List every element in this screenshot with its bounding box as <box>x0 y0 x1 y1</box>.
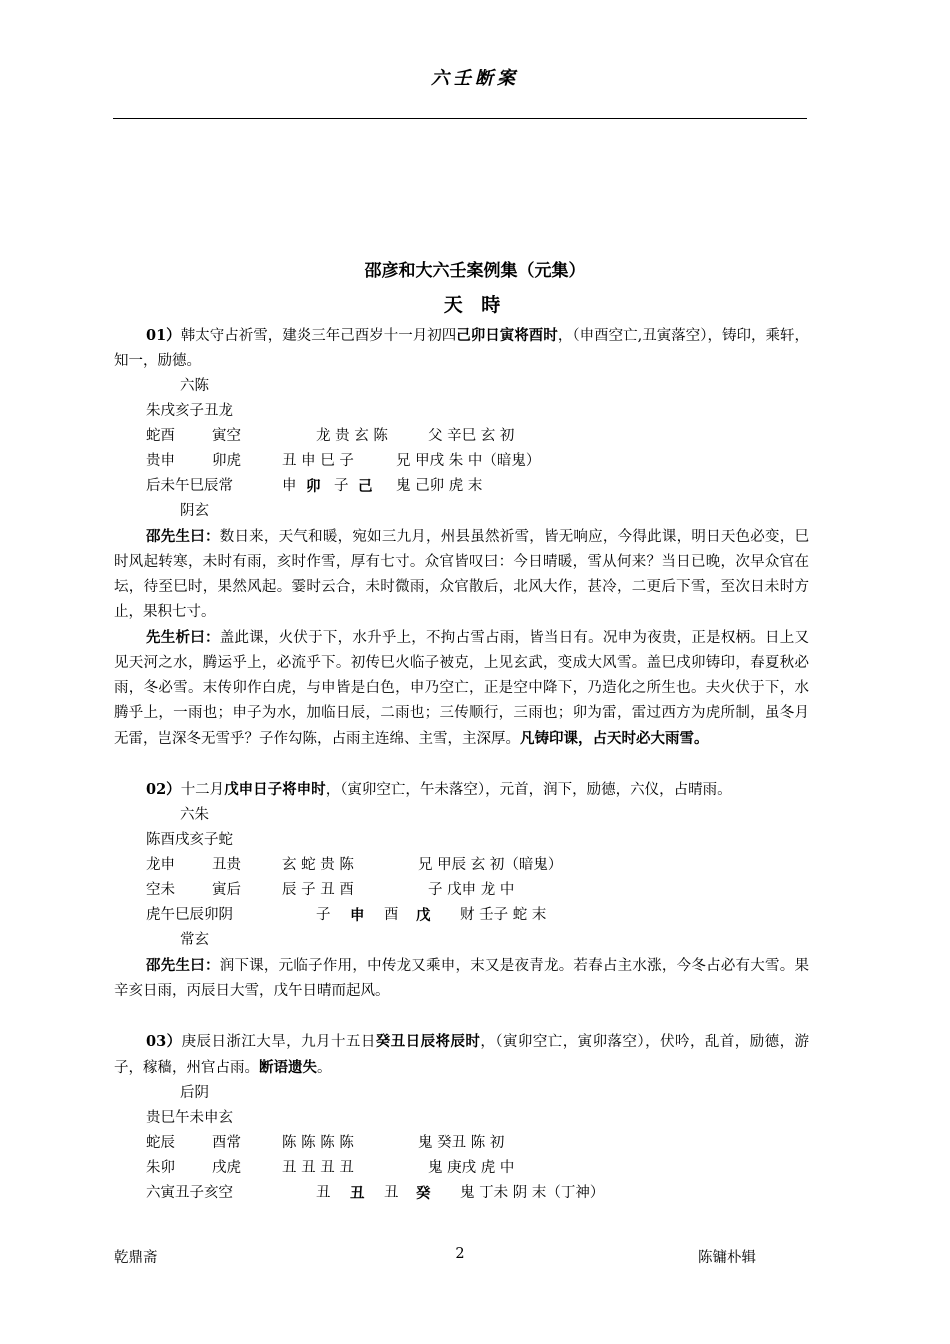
chart-row <box>114 803 809 828</box>
divination-chart <box>114 1081 809 1206</box>
chart-row <box>114 928 809 953</box>
chart-cell: 寅空 <box>212 428 241 444</box>
chart-cell: 己 <box>358 478 373 495</box>
chart-cell: 卯虎 <box>212 453 241 469</box>
chart-cell: 蛇辰 <box>146 1135 175 1151</box>
page-number: 2 <box>455 1246 465 1262</box>
header-title: 六壬断案 <box>431 68 519 89</box>
chart-cell: 阴玄 <box>180 503 209 519</box>
chart-cell: 蛇酉 <box>146 428 175 444</box>
divination-chart <box>114 374 809 524</box>
chart-cell: 鬼 丁未 阴 末（丁神） <box>460 1185 605 1201</box>
chart-cell: 鬼 己卯 虎 末 <box>396 478 483 494</box>
chart-cell: 鬼 庚戌 虎 中 <box>428 1160 515 1176</box>
chart-cell: 癸 <box>416 1185 431 1202</box>
text-run: 盖此课，火伏于下，水升乎上，不拘占雪占雨，皆当日有。况申为夜贵，正是权柄。日上又见天河之水，腾运乎上，必流乎下。初传巳火临子被克，上见玄武，变成大风雪。盖巳戌卯铸印，春夏秋必雨，冬必雪。末传卯作白虎，与申皆是白色，申乃空亡，正是空中降下，乃造化之所生也。夫火伏于下，水腾乎上，一雨也；申子为水，加临日辰，二雨也；三传顺行，三雨也；卯为雷，雷过西方为虎所制，虽冬月无雷，岂深冬无雪乎？子作勾陈，占雨主连绵、主雪，主深厚。 <box>114 630 810 747</box>
chart-row <box>114 1181 809 1206</box>
chart-cell: 财 壬子 蛇 末 <box>460 907 547 923</box>
document-title: 邵彦和大六壬案例集（元集） <box>364 261 586 281</box>
case-gap <box>114 1004 809 1029</box>
commentary-paragraph <box>114 524 809 625</box>
chart-row <box>114 878 809 903</box>
chart-cell: 兄 甲戌 朱 中（暗鬼） <box>396 453 541 469</box>
case-intro <box>114 323 809 374</box>
chart-cell: 六朱 <box>180 807 209 823</box>
text-run: 邵先生曰： <box>146 528 220 545</box>
chart-cell: 后未午巳辰常 <box>146 478 233 494</box>
footer-left: 乾鼎斋 <box>114 1250 158 1266</box>
chart-cell: 戌虎 <box>212 1160 241 1176</box>
text-run: ，（申酉空亡,丑寅落空），铸印，乘轩，知一，励德。 <box>114 328 809 369</box>
chart-cell: 丑 <box>384 1185 399 1201</box>
chart-cell: 丑 丑 丑 丑 <box>282 1160 354 1176</box>
chart-cell: 寅后 <box>212 882 241 898</box>
chart-cell: 子 <box>334 478 349 494</box>
chart-cell: 虎午巳辰卯阴 <box>146 907 233 923</box>
chart-cell: 空未 <box>146 882 175 898</box>
chart-cell: 申 <box>350 907 365 924</box>
chart-cell: 子 <box>316 907 331 923</box>
footer-right: 陈镛朴辑 <box>698 1250 756 1266</box>
chart-cell: 后阴 <box>180 1085 209 1101</box>
chart-cell: 陈 陈 陈 陈 <box>282 1135 354 1151</box>
case-gap <box>114 752 809 777</box>
text-run: 断语遗失 <box>259 1059 317 1076</box>
chart-cell: 卯 <box>306 478 321 495</box>
divination-chart <box>114 803 809 953</box>
chart-row <box>114 1081 809 1106</box>
text-run: 邵先生曰： <box>146 957 220 974</box>
chart-row <box>114 903 809 928</box>
chart-cell: 玄 蛇 贵 陈 <box>282 857 354 873</box>
chart-row <box>114 374 809 399</box>
text-run: ，（寅卯空亡，午未落空），元首，润下，励德，六仪，占晴雨。 <box>325 782 732 798</box>
chart-row <box>114 499 809 524</box>
chart-cell: 六陈 <box>180 378 209 394</box>
chart-cell: 常玄 <box>180 932 209 948</box>
chart-cell: 陈酉戌亥子蛇 <box>146 832 233 848</box>
text-run: 韩太守占祈雪，建炎三年己酉岁十一月初四 <box>180 328 457 344</box>
chart-cell: 酉常 <box>212 1135 241 1151</box>
chart-cell: 丑 <box>350 1185 365 1202</box>
chart-row <box>114 449 809 474</box>
text-run: 。 <box>317 1060 332 1076</box>
chart-row <box>114 853 809 878</box>
text-run: 凡铸印课，占天时必大雨雪。 <box>520 730 709 747</box>
chart-row <box>114 424 809 449</box>
commentary-paragraph <box>114 625 809 752</box>
text-run: 润下课，元临子作用，中传龙又乘申，末又是夜青龙。若春占主水涨，今冬占必有大雪。果辛亥日雨，丙辰日大雪，戊午日晴而起风。 <box>114 958 810 999</box>
chart-row <box>114 474 809 499</box>
text-run: 数日来，天气和暖，宛如三九月，州县虽然祈雪，皆无响应，今得此课，明日天色必变，巳时风起转寒，未时有雨，亥时作雪，厚有七寸。众官皆叹曰：今日晴暖，雪从何来？当日已晚，次早众官在坛，待至巳时，果然风起。霎时云合，未时微雨，众官散后，北风大作，甚冷，二更后下雪，至次日未时方止，果积七寸。 <box>114 529 810 620</box>
text-run: 先生析曰： <box>146 629 220 646</box>
chart-cell: 丑 申 巳 子 <box>282 453 354 469</box>
chart-row <box>114 399 809 424</box>
document-body <box>114 323 809 1206</box>
text-run: 庚辰日浙江大旱，九月十五日 <box>181 1034 376 1050</box>
chart-cell: 子 戊申 龙 中 <box>428 882 515 898</box>
chart-cell: 龙 贵 玄 陈 <box>316 428 388 444</box>
commentary-paragraph <box>114 953 809 1004</box>
header-rule <box>113 118 807 119</box>
chart-cell: 龙申 <box>146 857 175 873</box>
chart-cell: 戊 <box>416 907 431 924</box>
chart-cell: 父 辛巳 玄 初 <box>428 428 515 444</box>
chart-row <box>114 1156 809 1181</box>
chart-cell: 贵申 <box>146 453 175 469</box>
text-run: ，（寅卯空亡，寅卯落空），伏吟，乱首，励德，游子，稼穑，州官占雨。 <box>114 1034 810 1076</box>
chart-cell: 丑 <box>316 1185 331 1201</box>
chart-row <box>114 828 809 853</box>
chart-row <box>114 1106 809 1131</box>
chart-cell: 申 <box>282 478 297 494</box>
text-run: 02） <box>146 781 181 798</box>
text-run: 己卯日寅将酉时 <box>456 327 558 344</box>
chart-row <box>114 1131 809 1156</box>
text-run: 01） <box>146 327 181 344</box>
chart-cell: 鬼 癸丑 陈 初 <box>418 1135 505 1151</box>
case-intro <box>114 1029 809 1081</box>
chart-cell: 朱戌亥子丑龙 <box>146 403 233 419</box>
chart-cell: 朱卯 <box>146 1160 175 1176</box>
chart-cell: 贵巳午未申玄 <box>146 1110 233 1126</box>
chart-cell: 酉 <box>384 907 399 923</box>
chart-cell: 六寅丑子亥空 <box>146 1185 233 1201</box>
chart-cell: 辰 子 丑 酉 <box>282 882 354 898</box>
chart-cell: 兄 甲辰 玄 初（暗鬼） <box>418 857 563 873</box>
chart-cell: 丑贵 <box>212 857 241 873</box>
case-intro <box>114 777 809 803</box>
text-run: 03） <box>146 1033 182 1050</box>
text-run: 十二月 <box>180 782 225 798</box>
section-title: 天 時 <box>443 294 507 316</box>
text-run: 戊申日子将申时 <box>224 781 326 798</box>
text-run: 癸丑日辰将辰时 <box>375 1033 481 1050</box>
